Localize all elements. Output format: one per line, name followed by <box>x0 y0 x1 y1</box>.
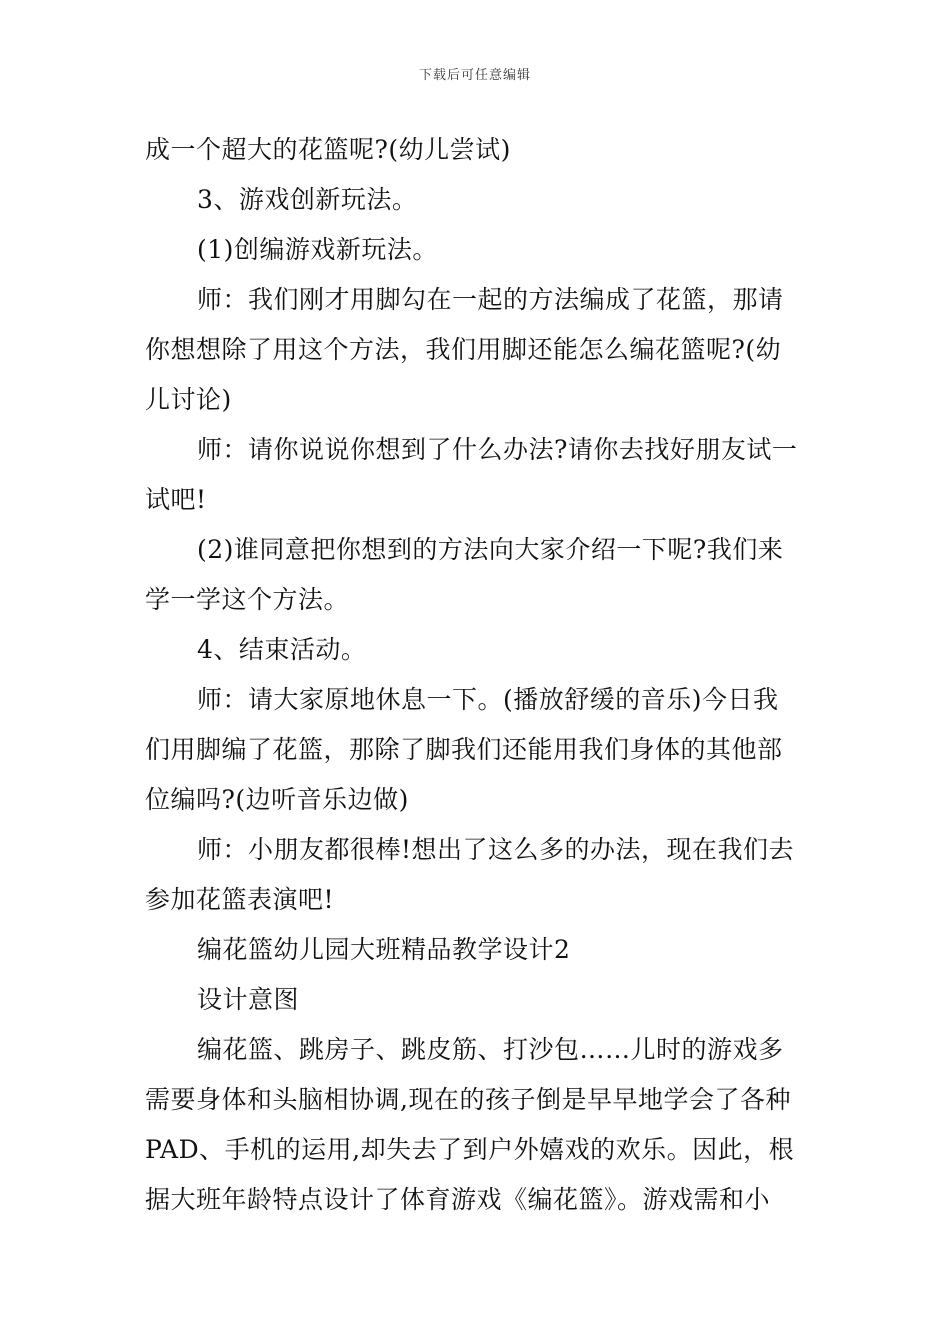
text-line: 师：小朋友都很棒!想出了这么多的办法，现在我们去 <box>197 835 795 864</box>
text-line: 儿讨论) <box>145 385 232 414</box>
text-line: 据大班年龄特点设计了体育游戏《编花篮》。游戏需和小 <box>145 1185 771 1214</box>
text-line: (2)谁同意把你想到的方法向大家介绍一下呢?我们来 <box>197 535 784 564</box>
text-line: 们用脚编了花篮，那除了脚我们还能用我们身体的其他部 <box>145 735 783 764</box>
text-line: 位编吗?(边听音乐边做) <box>145 785 409 814</box>
text-line: 4、结束活动。 <box>197 635 367 664</box>
text-line: 师：请你说说你想到了什么办法?请你去找好朋友试一 <box>197 435 798 464</box>
section-heading: 编花篮幼儿园大班精品教学设计2 <box>197 935 571 964</box>
text-line: 需要身体和头脑相协调,现在的孩子倒是早早地学会了各种 <box>145 1085 791 1114</box>
page-header: 下载后可任意编辑 <box>418 68 531 83</box>
document-body <box>145 125 810 1225</box>
text-line: 师：请大家原地休息一下。(播放舒缓的音乐)今日我 <box>197 685 779 714</box>
text-line: 参加花篮表演吧! <box>145 885 335 914</box>
text-line: 学一学这个方法。 <box>145 585 350 614</box>
text-line: 师：我们刚才用脚勾在一起的方法编成了花篮，那请 <box>197 285 784 314</box>
text-line: 编花篮、跳房子、跳皮筋、打沙包……儿时的游戏多 <box>197 1035 784 1064</box>
text-line: 你想想除了用这个方法，我们用脚还能怎么编花篮呢?(幼 <box>145 335 782 364</box>
text-line: 3、游戏创新玩法。 <box>197 185 418 214</box>
text-line: PAD、手机的运用,却失去了到户外嬉戏的欢乐。因此，根 <box>145 1135 795 1164</box>
subsection-heading: 设计意图 <box>197 985 300 1014</box>
text-line: 试吧! <box>145 485 207 514</box>
text-line: (1)创编游戏新玩法。 <box>197 235 438 264</box>
text-line: 成一个超大的花篮呢?(幼儿尝试) <box>145 135 511 164</box>
